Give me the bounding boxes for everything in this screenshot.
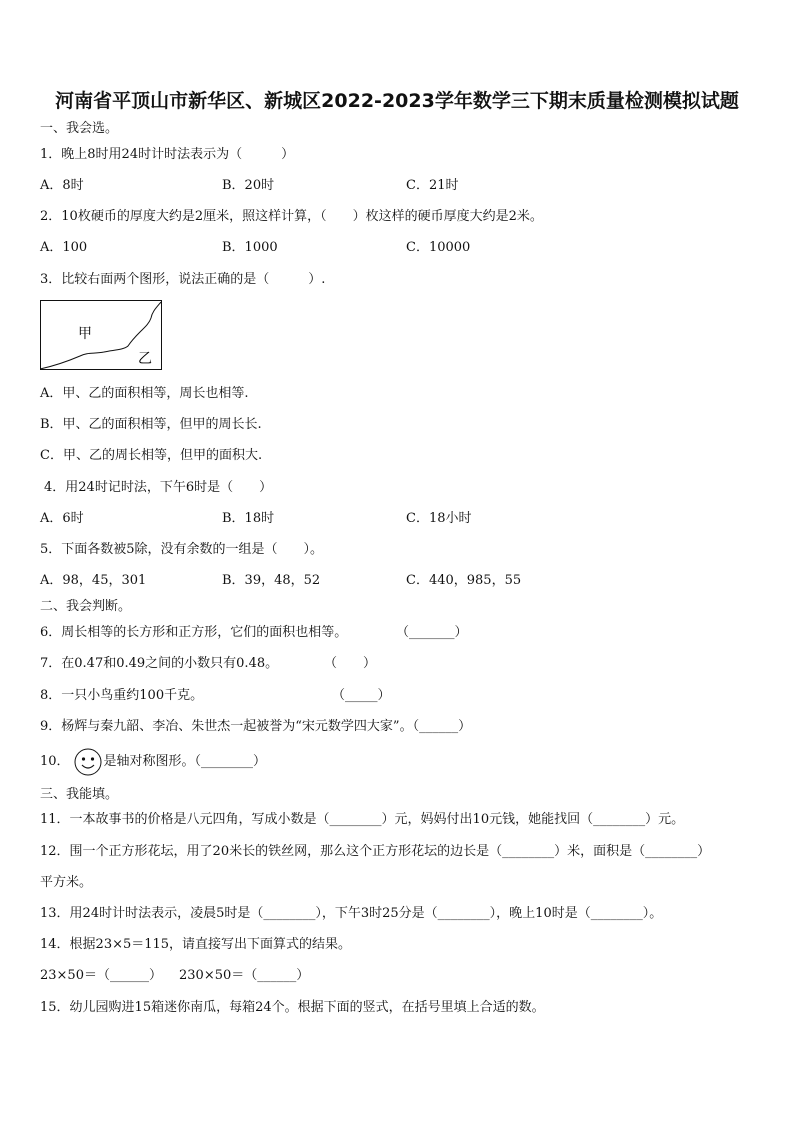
- question-7: 7．在0.47和0.49之间的小数只有0.48。: [40, 656, 279, 671]
- q7-answer-blank[interactable]: （ ）: [324, 656, 377, 671]
- question-3: 3．比较右面两个图形，说法正确的是（ ）.: [40, 272, 326, 287]
- question-14: 14．根据23×5＝115，请直接写出下面算式的结果。: [40, 937, 352, 952]
- q4-option-c: C．18小时: [406, 511, 472, 526]
- q5-option-a: A．98，45，301: [40, 573, 147, 588]
- question-15: 15．幼儿园购进15箱迷你南瓜，每箱24个。根据下面的竖式，在括号里填上合适的数。: [40, 1000, 545, 1015]
- q3-option-c: C．甲、乙的周长相等，但甲的面积大.: [40, 448, 263, 463]
- question-10: [40, 747, 266, 777]
- q14-expression-1: 23×50＝（______）: [40, 968, 162, 983]
- q14-expression-2: 230×50＝（______）: [179, 968, 310, 983]
- question-11: 11．一本故事书的价格是八元四角，写成小数是（________）元，妈妈付出10元钱，她能找回（________）元。: [40, 812, 685, 827]
- q1-option-c: C．21时: [406, 178, 459, 193]
- question-4: 4．用24时记时法，下午6时是（ ）: [44, 480, 273, 495]
- q1-option-b: B．20时: [222, 178, 275, 193]
- question-2: 2．10枚硬币的厚度大约是2厘米，照这样计算，（ ）枚这样的硬币厚度大约是2米。: [40, 209, 543, 224]
- shape-comparison-figure: [40, 300, 162, 370]
- smiley-face-icon: [74, 748, 102, 776]
- section-heading-fill: 三、我能填。: [40, 787, 119, 802]
- question-9: 9．杨辉与秦九韶、李冶、朱世杰一起被誉为“宋元数学四大家”。（______）: [40, 719, 472, 734]
- q2-option-c: C．10000: [406, 240, 471, 255]
- q4-option-b: B．18时: [222, 511, 275, 526]
- q1-option-a: A．8时: [40, 178, 84, 193]
- question-13: 13．用24时计时法表示，凌晨5时是（________），下午3时25分是（________），晚上10时是（________）。: [40, 906, 663, 921]
- section-heading-choose: 一、我会选。: [40, 121, 119, 136]
- q2-option-a: A．100: [40, 240, 88, 255]
- label-jia: 甲: [78, 326, 92, 342]
- label-yi: 乙: [138, 351, 152, 367]
- question-12-continued: 平方米。: [40, 875, 93, 890]
- question-5: 5．下面各数被5除，没有余数的一组是（ ）。: [40, 542, 324, 557]
- question-1: 1．晚上8时用24时计时法表示为（ ）: [40, 147, 295, 162]
- q10-text: 是轴对称图形。（________）: [103, 754, 267, 769]
- question-12: 12．围一个正方形花坛，用了20米长的铁丝网，那么这个正方形花坛的边长是（________）米，面积是（________）: [40, 844, 711, 859]
- q6-answer-blank[interactable]: （_______）: [396, 625, 468, 640]
- q3-option-a: A．甲、乙的面积相等，周长也相等.: [40, 386, 249, 401]
- q8-answer-blank[interactable]: （_____）: [332, 688, 391, 703]
- question-8: 8．一只小鸟重约100千克。: [40, 688, 204, 703]
- q3-option-b: B．甲、乙的面积相等，但甲的周长长.: [40, 417, 262, 432]
- section-heading-judge: 二、我会判断。: [40, 599, 132, 614]
- q2-option-b: B．1000: [222, 240, 278, 255]
- q5-option-b: B．39，48，52: [222, 573, 321, 588]
- question-6: 6．周长相等的长方形和正方形，它们的面积也相等。: [40, 625, 348, 640]
- q10-number: 10．: [40, 754, 70, 769]
- q4-option-a: A．6时: [40, 511, 84, 526]
- page-title: 河南省平顶山市新华区、新城区2022-2023学年数学三下期末质量检测模拟试题: [55, 90, 739, 112]
- q5-option-c: C．440，985，55: [406, 573, 522, 588]
